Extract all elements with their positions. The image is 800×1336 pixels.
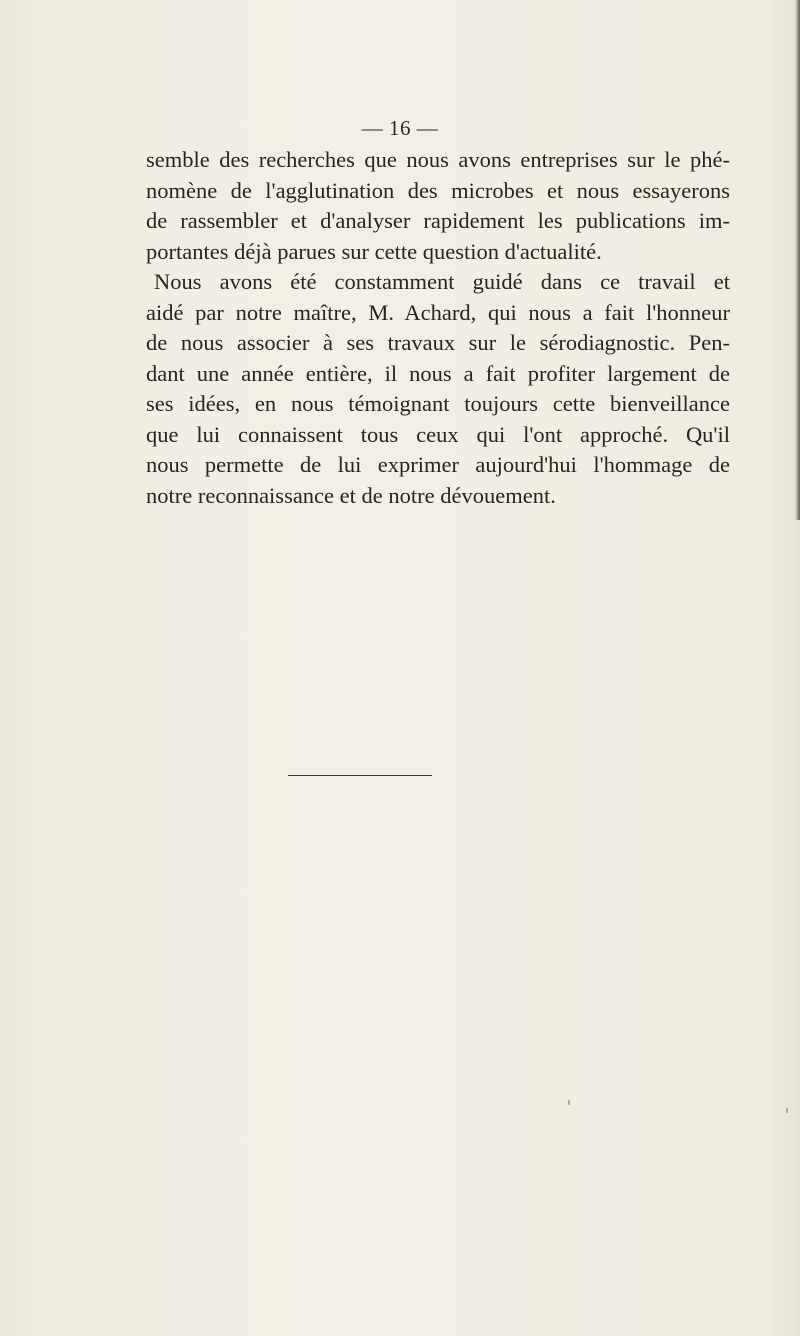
text-line: ses idées, en nous témoignant toujours cette bienveillance bbox=[146, 391, 730, 416]
body-text bbox=[146, 145, 730, 511]
text-line: nous permette de lui exprimer aujourd'hui l'hommage de bbox=[146, 452, 730, 477]
text-line: aidé par notre maître, M. Achard, qui nous a fait l'honneur bbox=[146, 299, 730, 325]
paper-speck bbox=[786, 1108, 788, 1113]
text-line: nomène de l'agglutination des microbes et nous essayerons bbox=[146, 177, 730, 203]
paragraph-1 bbox=[146, 145, 730, 267]
text-line: Nous avons été constamment guidé dans ce travail et bbox=[154, 269, 730, 294]
text-line: de rassembler et d'analyser rapidement les publications im- bbox=[146, 208, 730, 233]
paragraph-2 bbox=[146, 267, 730, 511]
page-number: — 16 — bbox=[361, 116, 439, 140]
text-line: dant une année entière, il nous a fait profiter largement de bbox=[146, 360, 730, 386]
section-end-rule bbox=[288, 775, 432, 776]
text-line: de nous associer à ses travaux sur le sérodiagnostic. Pen- bbox=[146, 330, 730, 355]
text-line: semble des recherches que nous avons entreprises sur le phé- bbox=[146, 147, 730, 172]
text-line: portantes déjà parues sur cette question d'actualité. bbox=[146, 238, 602, 264]
text-line: que lui connaissent tous ceux qui l'ont approché. Qu'il bbox=[146, 421, 730, 447]
text-line: notre reconnaissance et de notre dévouement. bbox=[146, 482, 556, 508]
page-edge-shadow bbox=[795, 0, 800, 520]
paper-speck bbox=[568, 1100, 570, 1105]
